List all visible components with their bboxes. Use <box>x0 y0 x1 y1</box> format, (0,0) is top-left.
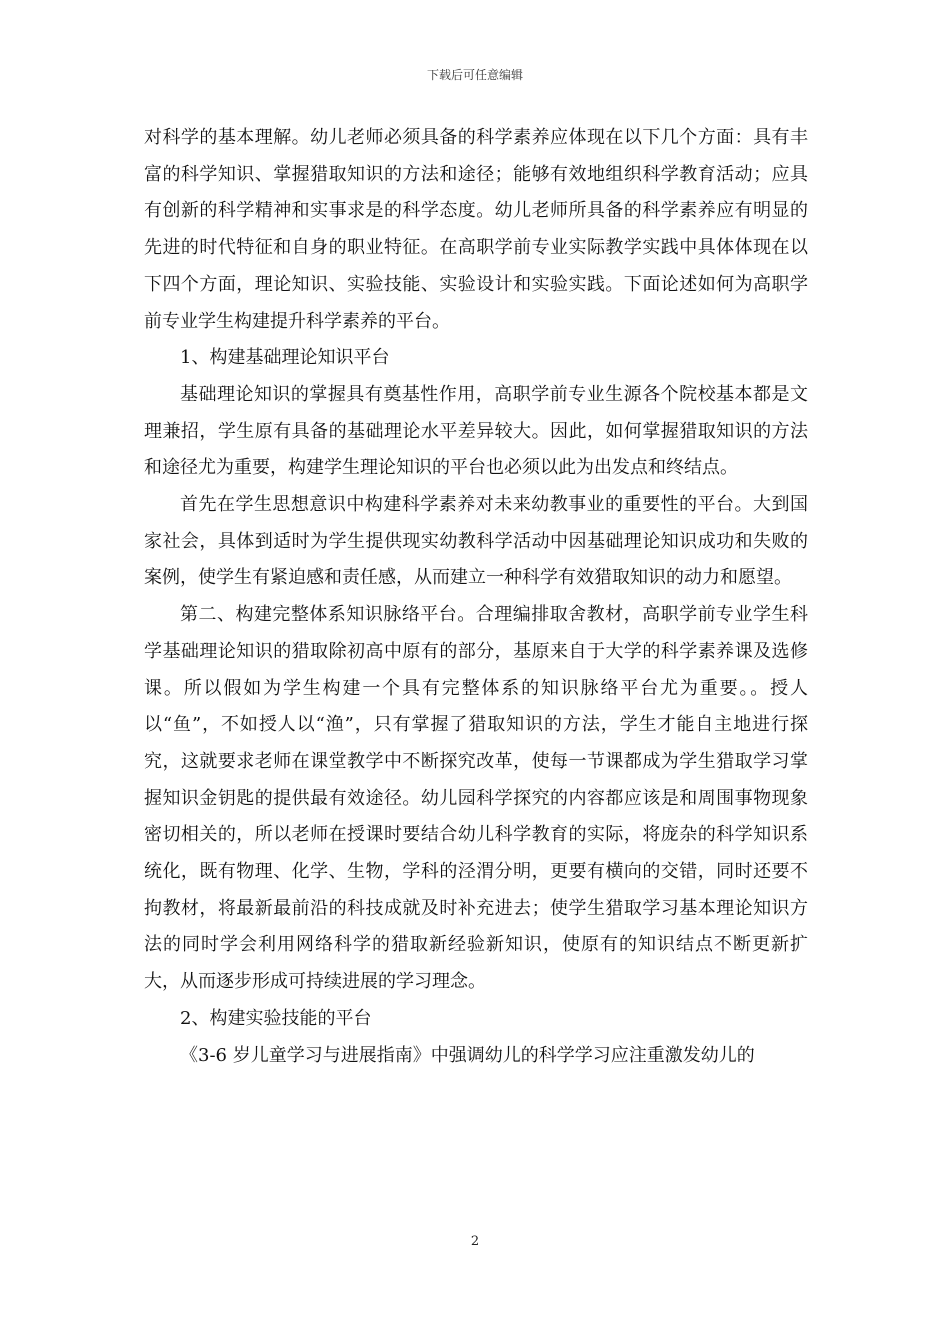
document-body <box>144 120 808 1074</box>
section-heading-2: 2、构建实验技能的平台 <box>180 1007 372 1029</box>
page-number: 2 <box>470 1234 480 1249</box>
paragraph-foundation-theory: 基础理论知识的掌握具有奠基性作用，高职学前专业生源各个院校基本都是文理兼招，学生原有具备的基础理论水平差异较大。因此，如何掌握猎取知识的方法和途径尤为重要，构建学生理论知识的平台也必须以此为出发点和终结点。 <box>144 383 808 479</box>
paragraph-guide: 《3-6 岁儿童学习与进展指南》中强调幼儿的科学学习应注重激发幼儿的 <box>180 1044 755 1066</box>
paragraph-first: 首先在学生思想意识中构建科学素养对未来幼教事业的重要性的平台。大到国家社会，具体到适时为学生提供现实幼教科学活动中因基础理论知识成功和失败的案例，使学生有紧迫感和责任感，从而建立一种科学有效猎取知识的动力和愿望。 <box>144 494 808 589</box>
section-heading-1: 1、构建基础理论知识平台 <box>180 347 390 369</box>
paragraph-continuation: 对科学的基本理解。幼儿老师必须具备的科学素养应体现在以下几个方面：具有丰富的科学知识、掌握猎取知识的方法和途径；能够有效地组织科学教育活动；应具有创新的科学精神和实事求是的科学态度。幼儿老师所具备的科学素养应有明显的先进的时代特征和自身的职业特征。在高职学前专业实际教学实践中具体体现在以下四个方面，理论知识、实验技能、实验设计和实验实践。下面论述如何为高职学前专业学生构建提升科学素养的平台。 <box>144 127 808 332</box>
paragraph-second: 第二、构建完整体系知识脉络平台。合理编排取舍教材，高职学前专业学生科学基础理论知识的猎取除初高中原有的部分，基原来自于大学的科学素养课及选修课。所以假如为学生构建一个具有完整体系的知识脉络平台尤为重要。。授人以“鱼”，不如授人以“渔”，只有掌握了猎取知识的方法，学生才能自主地进行探究，这就要求老师在课堂教学中不断探究改革，使每一节课都成为学生猎取学习掌握知识金钥匙的提供最有效途径。幼儿园科学探究的内容都应该是和周围事物现象密切相关的，所以老师在授课时要结合幼儿科学教育的实际，将庞杂的科学知识系统化，既有物理、化学、生物，学科的泾渭分明，更要有横向的交错，同时还要不拘教材，将最新最前沿的科技成就及时补充进去；使学生猎取学习基本理论知识方法的同时学会利用网络科学的猎取新经验新知识，使原有的知识结点不断更新扩大，从而逐步形成可持续进展的学习理念。 <box>144 604 808 993</box>
page-header: 下载后可任意编辑 <box>426 68 523 82</box>
